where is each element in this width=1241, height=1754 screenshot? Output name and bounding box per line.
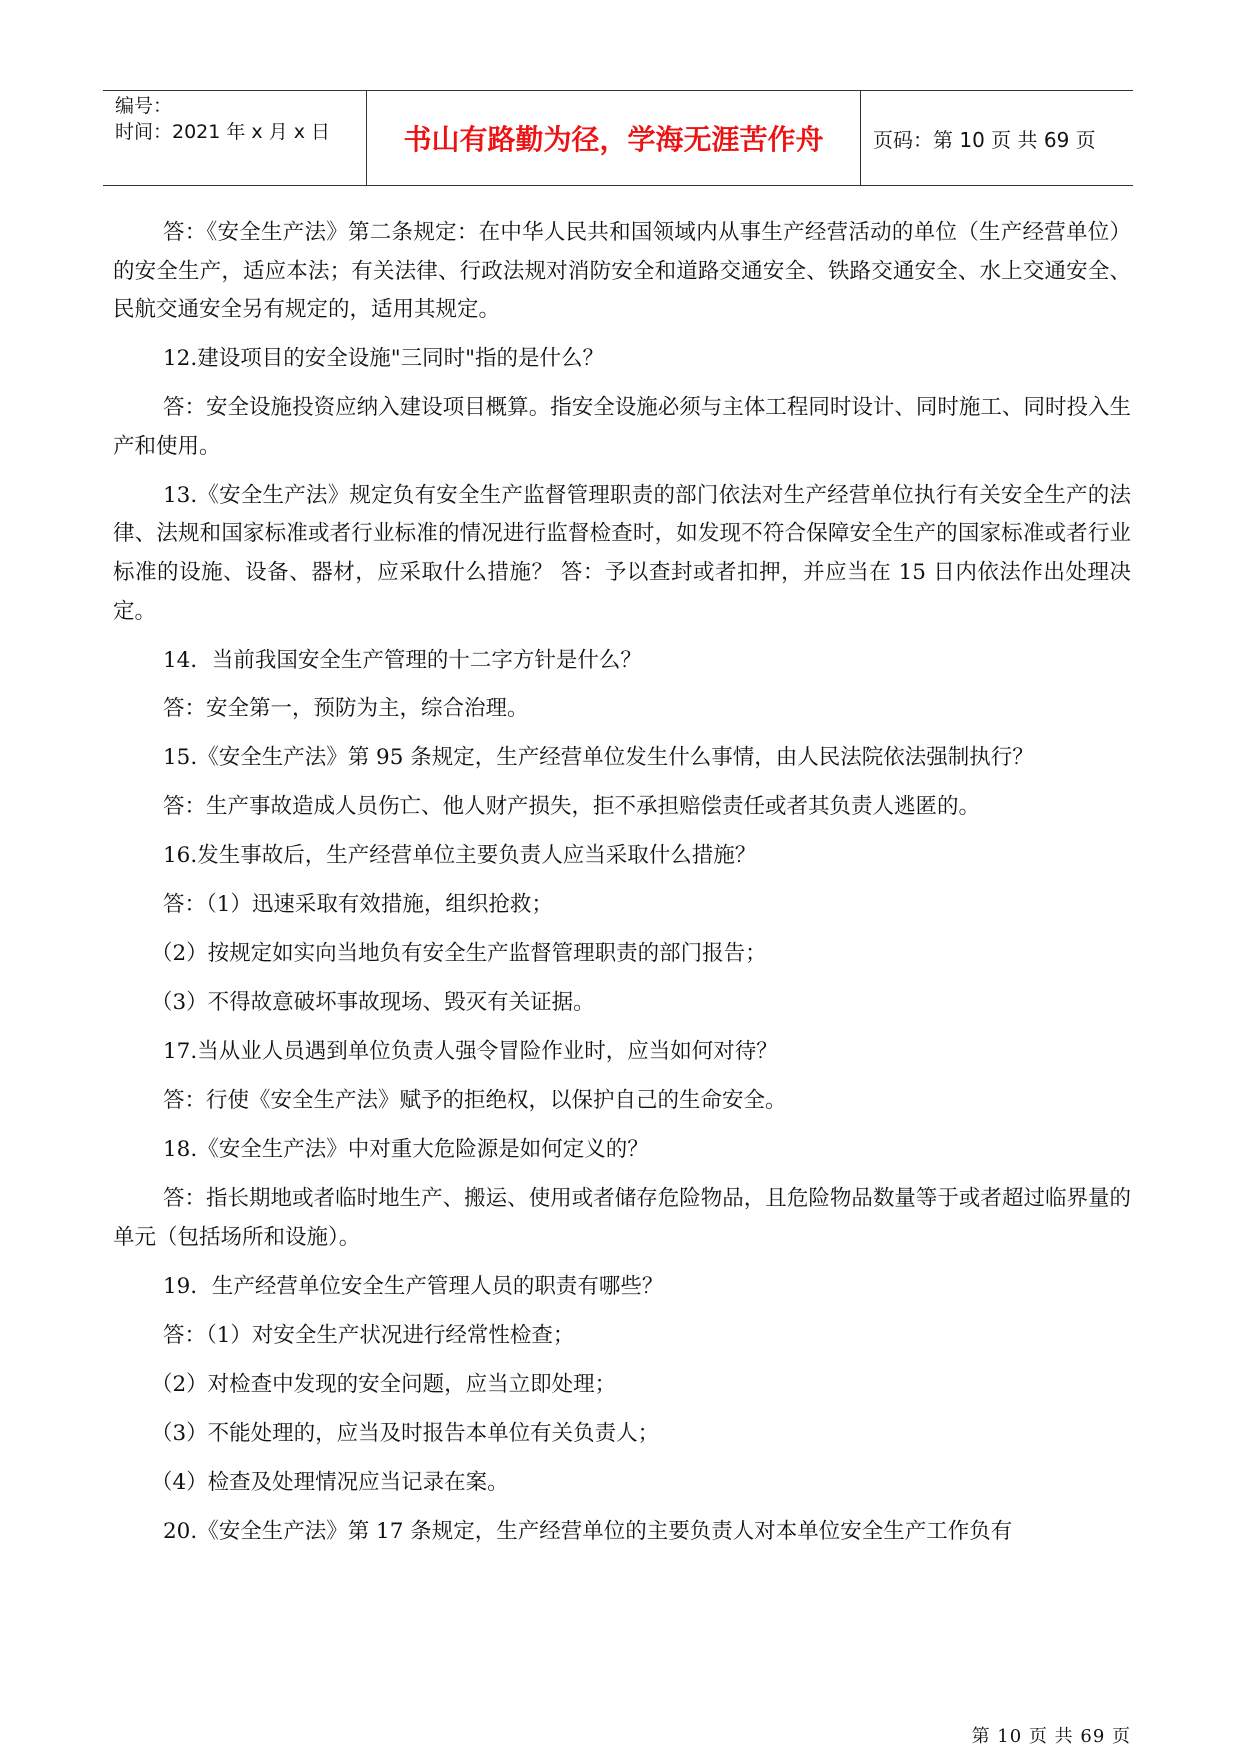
paragraph: 13.《安全生产法》规定负有安全生产监督管理职责的部门依法对生产经营单位执行有关安全生产的法律、法规和国家标准或者行业标准的情况进行监督检查时，如发现不符合保障安全生产的国家标准或者行业标准的设施、设备、器材，应采取什么措施？ 答：予以查封或者扣押，并应当在 15 日内依法作出处理决定。 xyxy=(113,482,1131,624)
paragraph: 答：安全设施投资应纳入建设项目概算。指安全设施必须与主体工程同时设计、同时施工、同时投入生产和使用。 xyxy=(113,395,1131,459)
paragraph: （2）对检查中发现的安全问题，应当立即处理； xyxy=(151,1371,617,1397)
header-slogan: 书山有路勤为径，学海无涯苦作舟 xyxy=(366,91,861,185)
paragraph: 答：生产事故造成人员伤亡、他人财产损失，拒不承担赔偿责任或者其负责人逃匿的。 xyxy=(163,794,981,820)
paragraph: 12.建设项目的安全设施"三同时"指的是什么？ xyxy=(163,346,604,372)
document-number: 编号： xyxy=(115,95,173,117)
document-body xyxy=(113,214,1131,1562)
paragraph: 答：指长期地或者临时地生产、搬运、使用或者储存危险物品，且危险物品数量等于或者超过临界量的单元（包括场所和设施）。 xyxy=(113,1186,1131,1250)
paragraph: 答：安全第一，预防为主，综合治理。 xyxy=(163,696,529,722)
paragraph: （2）按规定如实向当地负有安全生产监督管理职责的部门报告； xyxy=(151,941,767,967)
paragraph: 16.发生事故后，生产经营单位主要负责人应当采取什么措施？ xyxy=(163,843,757,869)
page-footer: 第 10 页 共 69 页 xyxy=(971,1726,1131,1747)
header-page-number: 页码：第 10 页 共 69 页 xyxy=(873,127,1096,152)
header-meta xyxy=(115,91,365,185)
paragraph: （3）不能处理的，应当及时报告本单位有关负责人； xyxy=(151,1420,660,1446)
paragraph: 18.《安全生产法》中对重大危险源是如何定义的？ xyxy=(163,1137,649,1163)
paragraph: 19．生产经营单位安全生产管理人员的职责有哪些？ xyxy=(163,1273,664,1299)
paragraph: 答：（1）迅速采取有效措施，组织抢救； xyxy=(163,892,553,918)
paragraph: （3）不得故意破坏事故现场、毁灭有关证据。 xyxy=(151,990,595,1016)
paragraph: 15.《安全生产法》第 95 条规定，生产经营单位发生什么事情，由人民法院依法强制执行？ xyxy=(163,745,1034,771)
paragraph: （4）检查及处理情况应当记录在案。 xyxy=(151,1469,509,1495)
paragraph: 17.当从业人员遇到单位负责人强令冒险作业时，应当如何对待？ xyxy=(163,1039,778,1065)
page-header xyxy=(103,90,1133,186)
paragraph: 20.《安全生产法》第 17 条规定，生产经营单位的主要负责人对本单位安全生产工作负有 xyxy=(163,1518,1013,1544)
paragraph: 14．当前我国安全生产管理的十二字方针是什么？ xyxy=(163,647,642,673)
paragraph: 答：《安全生产法》第二条规定：在中华人民共和国领域内从事生产经营活动的单位（生产经营单位）的安全生产，适应本法；有关法律、行政法规对消防安全和道路交通安全、铁路交通安全、水上交通安全、民航交通安全另有规定的，适用其规定。 xyxy=(113,220,1131,323)
paragraph: 答：（1）对安全生产状况进行经常性检查； xyxy=(163,1322,575,1348)
paragraph: 答：行使《安全生产法》赋予的拒绝权，以保护自己的生命安全。 xyxy=(163,1088,787,1114)
document-date: 时间：2021 年 x 月 x 日 xyxy=(115,121,331,143)
